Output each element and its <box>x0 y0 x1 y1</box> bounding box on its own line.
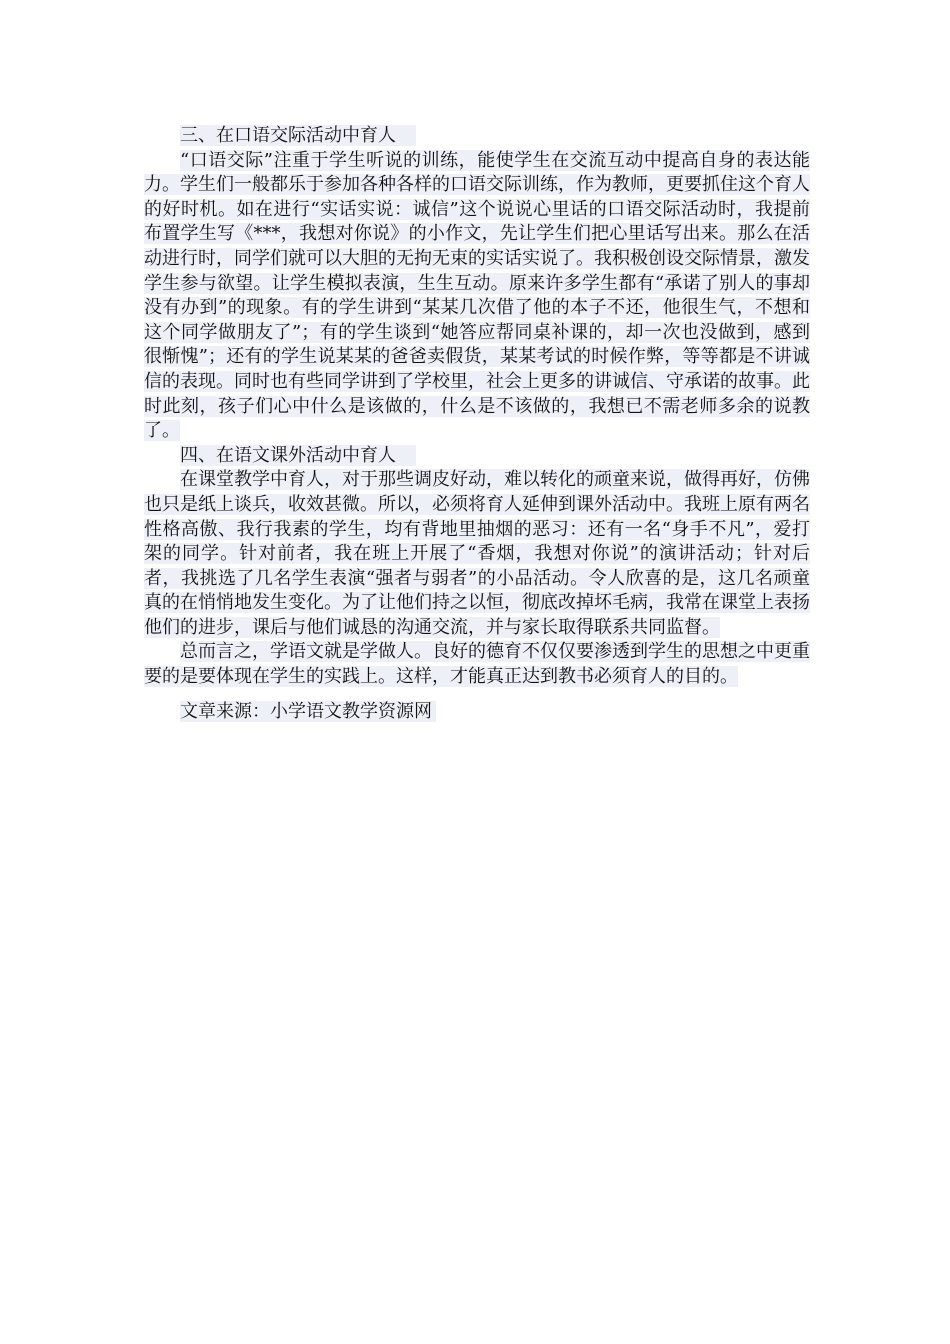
spacer <box>144 690 810 700</box>
section-3-heading <box>144 124 810 149</box>
section-4-paragraph-text: 在课堂教学中育人，对于那些调皮好动，难以转化的顽童来说，做得再好，仿佛也只是纸上谈兵，收效甚微。所以，必须将育人延伸到课外活动中。我班上原有两名性格高傲、我行我素的学生，均有背地里抽烟的恶习：还有一名“身手不凡”，爱打架的同学。针对前者，我在班上开展了“香烟，我想对你说”的演讲活动；针对后者，我挑选了几名学生表演“强者与弱者”的小品活动。令人欣喜的是，这几名顽童真的在悄悄地发生变化。为了让他们持之以恒，彻底改掉坏毛病，我常在课堂上表扬他们的进步，课后与他们诚恳的沟通交流，并与家长取得联系共同监督。 <box>144 469 810 638</box>
section-4-heading-text: 四、在语文课外活动中育人 <box>180 445 416 466</box>
section-3-heading-text: 三、在口语交际活动中育人 <box>180 125 416 146</box>
conclusion-paragraph-text: 总而言之，学语文就是学做人。良好的德育不仅仅要渗透到学生的思想之中更重要的是要体现在学生的实践上。这样，才能真正达到教书必须育人的目的。 <box>144 641 810 688</box>
section-4-paragraph <box>144 468 810 640</box>
document-body <box>144 124 810 724</box>
conclusion-paragraph <box>144 640 810 689</box>
source-line <box>144 700 810 725</box>
source-line-text: 文章来源：小学语文教学资源网 <box>180 701 436 722</box>
section-3-paragraph-text: “口语交际”注重于学生听说的训练，能使学生在交流互动中提高自身的表达能力。学生们一般都乐于参加各种各样的口语交际训练，作为教师，更要抓住这个育人的好时机。如在进行“实话实说：诚信”这个说说心里话的口语交际活动时，我提前布置学生写《***，我想对你说》的小作文，先让学生们把心里话写出来。那么在活动进行时，同学们就可以大胆的无拘无束的实话实说了。我积极创设交际情景，激发学生参与欲望。让学生模拟表演，生生互动。原来许多学生都有“承诺了别人的事却没有办到”的现象。有的学生讲到“某某几次借了他的本子不还，他很生气，不想和这个同学做朋友了”；有的学生谈到“她答应帮同桌补课的，却一次也没做到，感到很惭愧”；还有的学生说某某的爸爸卖假货，某某考试的时候作弊，等等都是不讲诚信的表现。同时也有些同学讲到了学校里，社会上更多的讲诚信、守承诺的故事。此时此刻，孩子们心中什么是该做的，什么是不该做的，我想已不需老师多余的说教了。 <box>144 149 810 442</box>
section-3-paragraph <box>144 149 810 444</box>
section-4-heading <box>144 444 810 469</box>
